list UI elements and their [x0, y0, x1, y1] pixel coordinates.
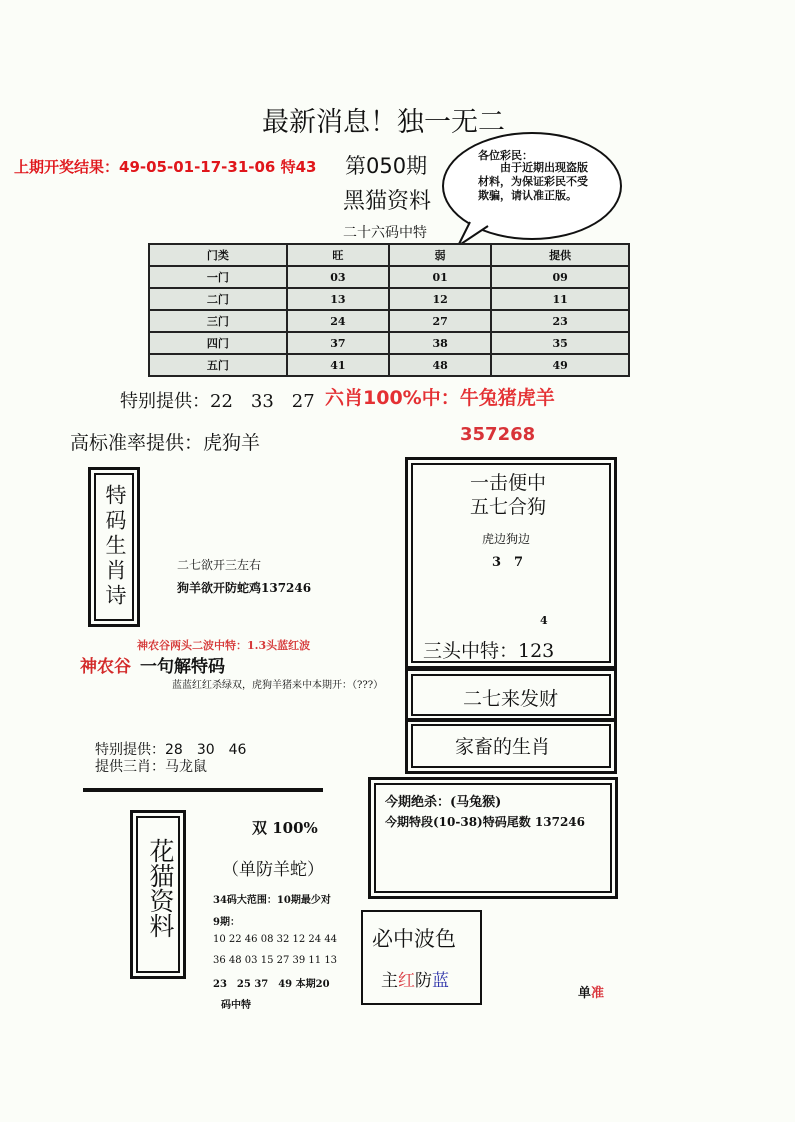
number-four: 4	[540, 614, 548, 627]
table-row	[149, 332, 629, 354]
poem-line-1: 二七欲开三左右	[177, 558, 262, 572]
cell: 09	[491, 266, 629, 288]
range-row: 23 25 37 49 本期20	[213, 979, 330, 990]
bose-line	[381, 966, 449, 991]
cell: 二门	[149, 288, 287, 310]
cell: 四门	[149, 332, 287, 354]
bose-title: 必中波色	[372, 927, 456, 951]
six-xiao: 六肖100%中：牛兔猪虎羊	[325, 387, 555, 409]
cell: 01	[389, 266, 491, 288]
header-cell: 门类	[149, 244, 287, 266]
cell: 35	[491, 332, 629, 354]
table-row	[149, 266, 629, 288]
six-numbers: 357268	[460, 424, 536, 445]
zhun-text: 准	[591, 986, 605, 1001]
cell: 38	[389, 332, 491, 354]
shennong-heading: 一句解特码	[140, 657, 225, 677]
range-title: 34码大范围：10期最少对	[213, 895, 331, 906]
issue-number: 第050期	[345, 154, 428, 178]
header-cell: 弱	[389, 244, 491, 266]
numbers-line: 3 7	[492, 555, 524, 570]
number-table	[148, 243, 630, 377]
shennong-line: 蓝蓝红红杀绿双，虎狗羊猪来中本期开：（???）	[172, 680, 384, 691]
danfang-text: （单防羊蛇）	[222, 860, 324, 880]
poem-title: 特码生肖诗	[103, 484, 127, 609]
table-row	[149, 310, 629, 332]
dan-text: 单	[578, 986, 592, 1001]
cell: 48	[389, 354, 491, 376]
range-row: 36 48 03 15 27 39 11 13	[213, 955, 338, 966]
cell: 11	[491, 288, 629, 310]
heimao-title: 黑猫资料	[343, 189, 432, 214]
sanxiao-offer: 提供三肖：马龙鼠	[95, 759, 207, 775]
cell: 23	[491, 310, 629, 332]
special-offer-2: 特别提供：28 30 46	[95, 742, 247, 758]
hong-text: 红	[398, 971, 415, 991]
jiachu-text: 家畜的生肖	[455, 736, 551, 758]
cell: 49	[491, 354, 629, 376]
zhu-text: 主	[381, 971, 398, 991]
special-offer-1: 特别提供：22 33 27	[120, 391, 315, 412]
last-result: 上期开奖结果：49-05-01-17-31-06 特43	[14, 158, 317, 176]
shennong-label: 神农谷	[80, 657, 131, 677]
divider	[83, 788, 323, 792]
hubian-line: 虎边狗边	[482, 532, 531, 546]
page-title: 最新消息！独一无二	[262, 107, 505, 138]
bubble-text: 由于近期出现盗版材料，为保证彩民不受欺骗，请认准正版。	[478, 161, 588, 202]
header-cell: 旺	[287, 244, 389, 266]
dan-zhun	[578, 982, 604, 1001]
shennong-subtitle: 神农谷两头二波中特：1.3头蓝红波	[137, 639, 311, 652]
range-title-2: 9期：	[213, 917, 240, 928]
bubble-greeting: 各位彩民：	[478, 149, 533, 162]
yiji-line: 一击便中	[470, 472, 547, 494]
table-row	[149, 288, 629, 310]
cell: 41	[287, 354, 389, 376]
cell: 03	[287, 266, 389, 288]
cell: 12	[389, 288, 491, 310]
gaobiao-offer: 高标准率提供：虎狗羊	[70, 432, 261, 454]
cell: 13	[287, 288, 389, 310]
wuqi-line: 五七合狗	[470, 496, 547, 518]
kill-line-1: 今期绝杀：(马兔猴)	[385, 795, 502, 810]
cell: 27	[389, 310, 491, 332]
cell: 三门	[149, 310, 287, 332]
cell: 五门	[149, 354, 287, 376]
table-header-row	[149, 244, 629, 266]
range-row: 10 22 46 08 32 12 24 44	[213, 934, 338, 945]
cell: 37	[287, 332, 389, 354]
cell: 24	[287, 310, 389, 332]
huamao-title: 花猫资料	[146, 838, 175, 938]
santou-line: 三头中特：123	[423, 640, 555, 662]
header-cell: 提供	[491, 244, 629, 266]
fang-text: 防	[415, 971, 432, 991]
table-caption: 二十六码中特	[343, 225, 427, 241]
shuang-text: 双 100%	[252, 819, 318, 837]
poem-line-2: 狗羊欲开防蛇鸡137246	[177, 581, 312, 595]
erqi-text: 二七来发财	[463, 688, 559, 710]
kill-line-2: 今期特段(10-38)特码尾数 137246	[385, 815, 586, 829]
range-end: 码中特	[221, 1000, 251, 1011]
table-row	[149, 354, 629, 376]
cell: 一门	[149, 266, 287, 288]
lan-text: 蓝	[432, 971, 449, 991]
